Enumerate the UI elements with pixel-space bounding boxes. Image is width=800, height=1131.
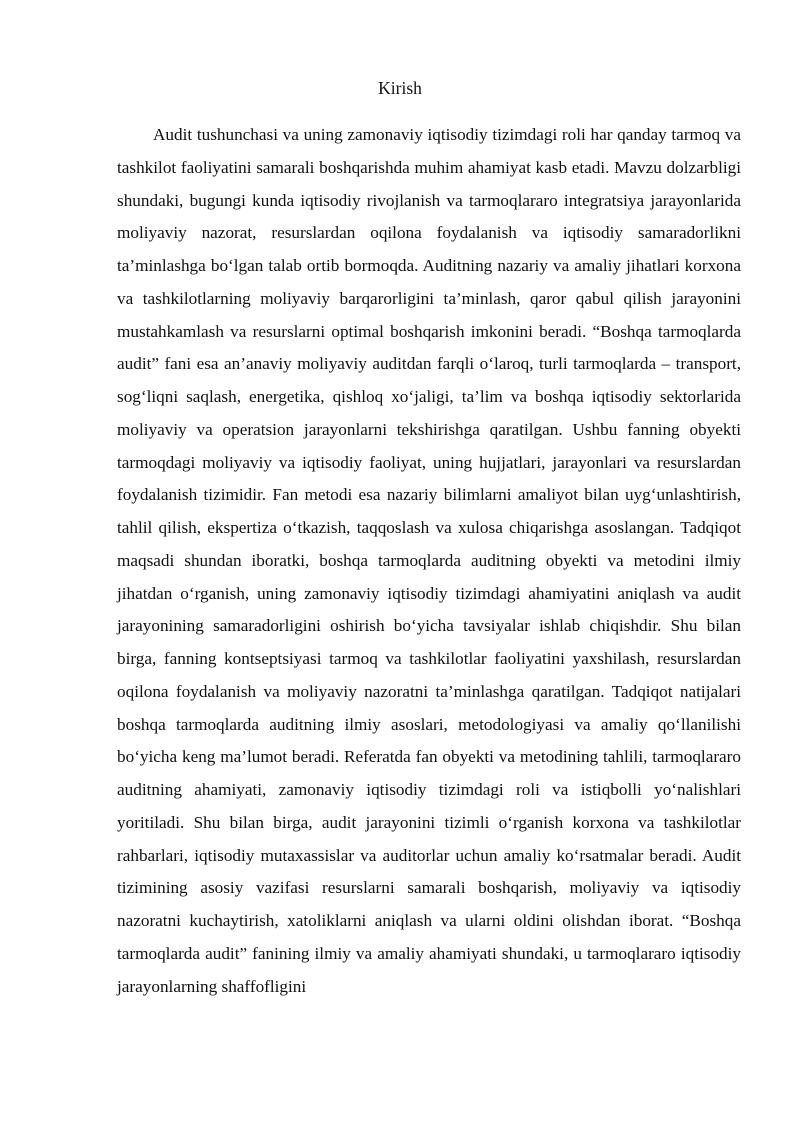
body-paragraph: Audit tushunchasi va uning zamonaviy iqtisodiy tizimdagi roli har qanday tarmoq va tashkilot faoliyatini samarali boshqarishda muhim ahamiyat kasb etadi. Mavzu dolzarbligi shundaki, bugungi kunda iqtisodiy rivojlanish va tarmoqlararo integratsiya jarayonlarida moliyaviy nazorat, resurslardan oqilona foydalanish va iqtisodiy samaradorlikni ta’minlashga bo‘lgan talab ortib bormoqda. Auditning nazariy va amaliy jihatlari korxona va tashkilotlarning moliyaviy barqarorligini ta’minlash, qaror qabul qilish jarayonini mustahkamlash va resurslarni optimal boshqarish imkonini beradi. “Boshqa tarmoqlarda audit” fani esa an’anaviy moliyaviy auditdan farqli o‘laroq, turli tarmoqlarda – transport, sog‘liqni saqlash, energetika, qishloq xo‘jaligi, ta’lim va boshqa iqtisodiy sektorlarida moliyaviy va operatsion jarayonlarni tekshirishga qaratilgan. Ushbu fanning obyekti tarmoqdagi moliyaviy va iqtisodiy faoliyat, uning hujjatlari, jarayonlari va resurslardan foydalanish tizimidir. Fan metodi esa nazariy bilimlarni amaliyot bilan uyg‘unlashtirish, tahlil qilish, ekspertiza o‘tkazish, taqqoslash va xulosa chiqarishga asoslangan. Tadqiqot maqsadi shundan iboratki, boshqa tarmoqlarda auditning obyekti va metodini ilmiy jihatdan o‘rganish, uning zamonaviy iqtisodiy tizimdagi ahamiyatini aniqlash va audit jarayonining samaradorligini oshirish bo‘yicha tavsiyalar ishlab chiqishdir. Shu bilan birga, fanning kontseptsiyasi tarmoq va tashkilotlar faoliyatini yaxshilash, resurslardan oqilona foydalanish va moliyaviy nazoratni ta’minlashga qaratilgan. Tadqiqot natijalari boshqa tarmoqlarda auditning ilmiy asoslari, metodologiyasi va amaliy qo‘llanilishi bo‘yicha keng ma’lumot beradi. Referatda fan obyekti va metodining tahlili, tarmoqlararo auditning ahamiyati, zamonaviy iqtisodiy tizimdagi roli va istiqbolli yo‘nalishlari yoritiladi. Shu bilan birga, audit jarayonini tizimli o‘rganish korxona va tashkilotlar rahbarlari, iqtisodiy mutaxassislar va auditorlar uchun amaliy ko‘rsatmalar beradi. Audit tizimining asosiy vazifasi resurslarni samarali boshqarish, moliyaviy va iqtisodiy nazoratni kuchaytirish, xatoliklarni aniqlash va ularni oldini olishdan iborat. “Boshqa tarmoqlarda audit” fanining ilmiy va amaliy ahamiyati shundaki, u tarmoqlararo iqtisodiy jarayonlarning shaffofligini xyxy=(117,125,741,996)
page-title: Kirish xyxy=(378,78,422,98)
